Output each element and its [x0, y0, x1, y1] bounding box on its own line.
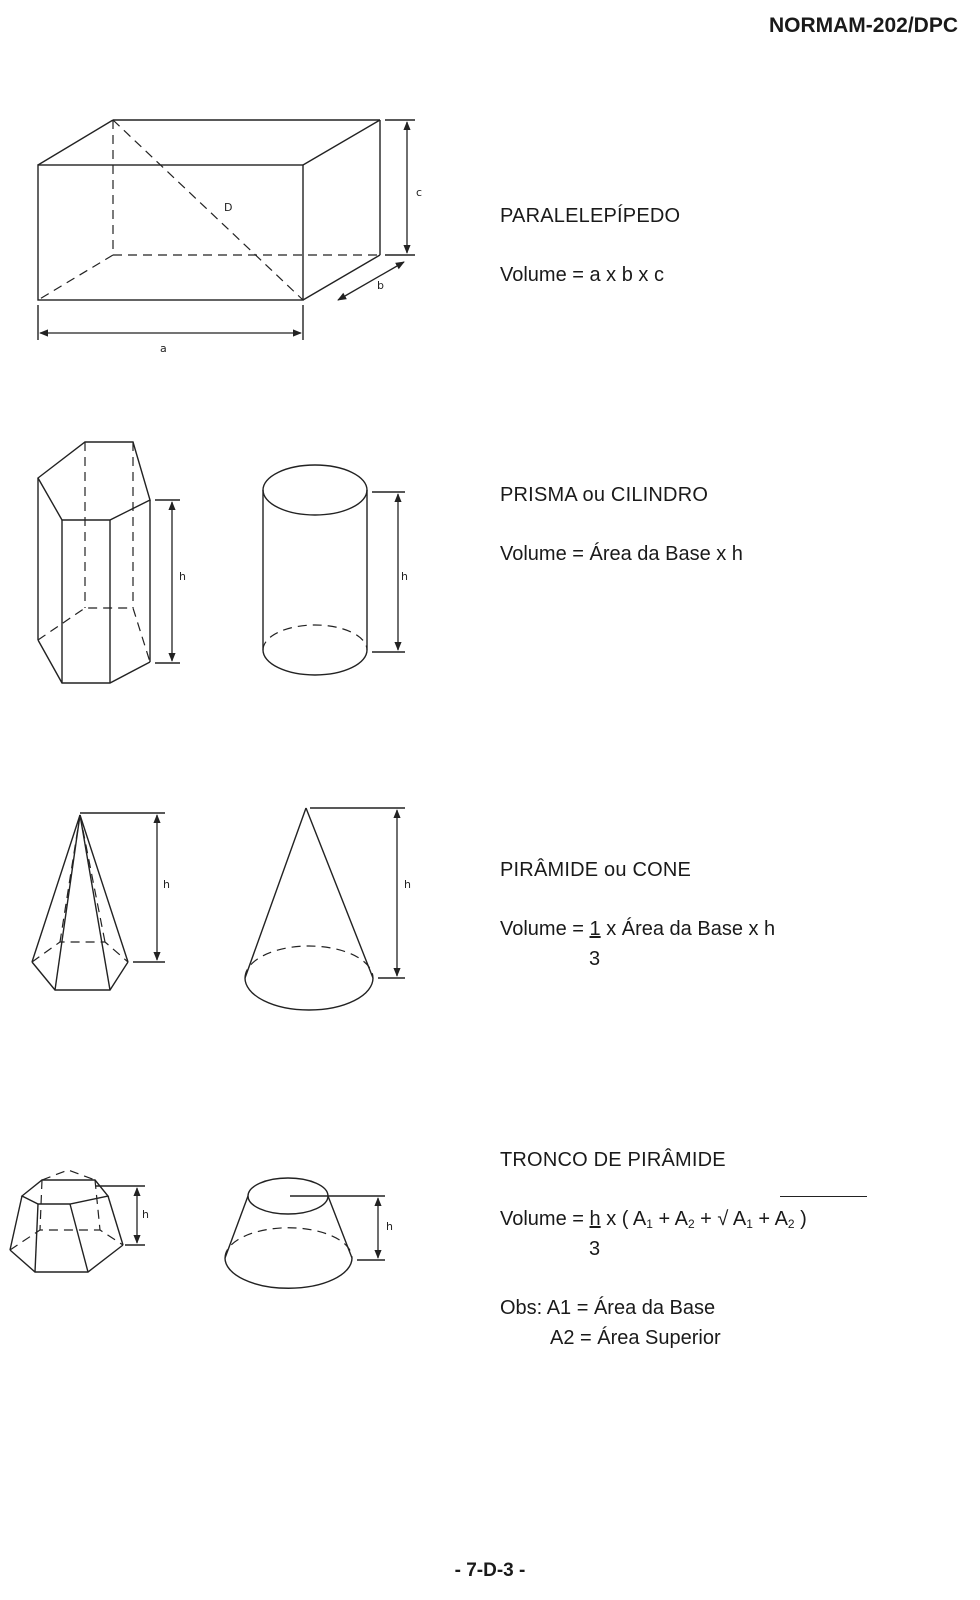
formula-tronco-numerator: h [589, 1208, 601, 1230]
formula-tronco-pre: Volume = [500, 1208, 590, 1230]
prism-figure [38, 442, 186, 683]
label-a: a [160, 342, 167, 355]
cylinder-figure [263, 465, 408, 675]
parallelepiped-figure [38, 120, 422, 355]
label-h-cone: h [404, 878, 411, 891]
section-title-paralelepipedo: PARALELEPÍPEDO [500, 205, 681, 227]
formula-tronco-plus: + A [652, 1208, 688, 1230]
label-h-pyramid: h [163, 878, 170, 891]
formula-piramide-post: x Área da Base x h [600, 918, 776, 940]
section-title-prisma: PRISMA ou CILINDRO [500, 484, 709, 506]
formula-tronco [500, 1208, 807, 1231]
formula-piramide [500, 918, 775, 941]
label-b: b [377, 279, 384, 292]
document-header: NORMAM-202/DPC [768, 14, 958, 37]
formula-tronco-sub3: 1 [746, 1217, 753, 1231]
formula-tronco-close: ) [794, 1208, 807, 1230]
formula-paralelepipedo: Volume = a x b x c [500, 264, 664, 286]
label-h-prism: h [179, 570, 186, 583]
formula-tronco-sub4: 2 [787, 1217, 795, 1231]
section-title-piramide: PIRÂMIDE ou CONE [500, 859, 692, 881]
pyramid-figure [32, 813, 170, 990]
cone-figure [245, 808, 411, 1010]
label-h-frustum-cone: h [386, 1220, 393, 1233]
obs-line-1: Obs: A1 = Área da Base [500, 1297, 716, 1319]
formula-piramide-numerator: 1 [589, 918, 601, 940]
formula-tronco-sub2: 2 [687, 1217, 695, 1231]
formula-tronco-sub1: 1 [646, 1217, 653, 1231]
formula-piramide-pre: Volume = [500, 918, 590, 940]
formula-piramide-denominator: 3 [589, 948, 601, 970]
section-title-tronco: TRONCO DE PIRÂMIDE [500, 1149, 726, 1171]
label-h-frustum-pyramid: h [142, 1208, 149, 1221]
formula-tronco-sqrt: + √ A [694, 1208, 747, 1230]
radical-bar [780, 1196, 867, 1197]
obs-line-2: A2 = Área Superior [550, 1327, 721, 1349]
label-h-cylinder: h [401, 570, 408, 583]
formula-tronco-denominator: 3 [589, 1238, 601, 1260]
frustum-pyramid-figure [10, 1170, 149, 1272]
label-d: D [224, 201, 233, 214]
label-c: c [416, 186, 423, 199]
frustum-cone-figure [225, 1178, 393, 1288]
page-number: - 7-D-3 - [454, 1560, 526, 1581]
formula-tronco-plus2: + A [752, 1208, 788, 1230]
formula-prisma: Volume = Área da Base x h [500, 543, 743, 565]
formula-tronco-open: x ( A [600, 1208, 647, 1230]
